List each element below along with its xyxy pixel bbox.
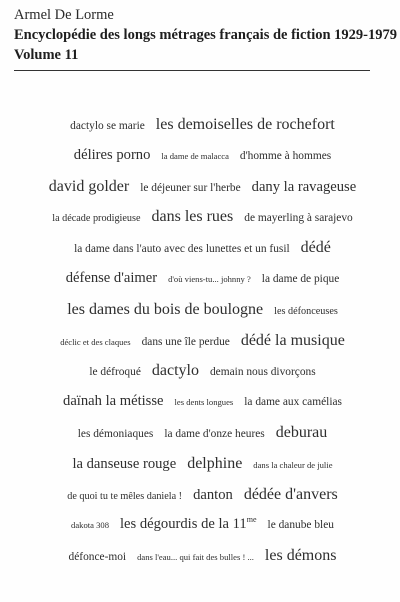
film-title — [137, 552, 254, 562]
film-title — [78, 428, 154, 440]
film-title — [152, 208, 234, 226]
film-title — [164, 428, 264, 440]
film-title-text: délires porno — [73, 146, 151, 163]
cloud-row — [30, 208, 375, 239]
cloud-row — [30, 516, 375, 547]
film-title-text: dactylo — [151, 362, 199, 380]
cloud-row — [30, 332, 375, 363]
film-title — [60, 337, 130, 347]
film-title-text: dans une île perdue — [141, 335, 230, 348]
cloud-row — [30, 178, 375, 209]
film-title-text: deburau — [275, 423, 328, 441]
film-title — [74, 147, 151, 164]
film-title-text: d'où viens-tu... johnny ? — [168, 273, 251, 284]
film-title — [140, 182, 240, 194]
film-title — [244, 486, 338, 504]
film-title-text: dactylo se marie — [70, 120, 145, 132]
film-title-text: dédé — [300, 239, 331, 257]
film-title — [71, 520, 109, 530]
cloud-row — [30, 362, 375, 393]
cloud-row — [30, 424, 375, 455]
film-title-text: dans l'eau... qui fait des bulles ! ... — [137, 552, 254, 563]
film-title-text: dédé la musique — [240, 331, 345, 349]
film-title-cloud — [30, 116, 375, 578]
film-title-text: dakota 308 — [71, 520, 109, 531]
film-title — [253, 460, 332, 470]
film-title-text: delphine — [187, 454, 243, 472]
film-title — [161, 151, 229, 161]
film-title — [262, 273, 340, 285]
film-title — [244, 212, 352, 224]
cloud-row — [30, 270, 375, 301]
film-title-text: les défonceuses — [274, 305, 338, 317]
film-title-text: la danseuse rouge — [72, 455, 177, 472]
header-divider — [14, 70, 370, 71]
film-title-text: les dames du bois de boulogne — [67, 300, 264, 318]
film-title — [69, 551, 127, 563]
cloud-row — [30, 547, 375, 578]
film-title — [74, 243, 290, 255]
film-title-text: la dame de malacca — [161, 150, 229, 161]
ordinal-suffix: me — [246, 515, 257, 525]
film-title-text: les dents longues — [174, 397, 234, 408]
cloud-row — [30, 147, 375, 178]
author-name: Armel De Lorme — [14, 7, 114, 23]
cloud-row — [30, 301, 375, 332]
film-title — [274, 306, 338, 317]
film-title — [210, 366, 316, 378]
film-title-text: la dame de pique — [261, 272, 340, 285]
film-title-text: d'homme à hommes — [239, 149, 332, 162]
film-title — [89, 366, 141, 378]
volume-label: Volume 11 — [14, 47, 79, 63]
film-title-text: déclic et des claques — [60, 336, 131, 347]
film-title — [193, 487, 233, 504]
cloud-row — [30, 455, 375, 486]
cover-header — [14, 6, 398, 64]
film-title-text: dans les rues — [151, 208, 234, 226]
film-title-text: le danube bleu — [267, 519, 334, 532]
film-title-text: daïnah la métisse — [63, 393, 164, 410]
film-title-text: de mayerling à sarajevo — [244, 212, 353, 225]
film-title — [240, 150, 331, 162]
film-title — [301, 239, 331, 257]
film-title — [70, 120, 145, 132]
film-title — [63, 393, 164, 410]
film-title — [120, 516, 257, 533]
film-title — [252, 179, 357, 196]
book-title: Encyclopédie des longs métrages français de fiction 1929-1979 — [14, 27, 398, 43]
film-title-text: la dame aux camélias — [244, 396, 342, 409]
film-title-text: le déjeuner sur l'herbe — [140, 181, 241, 194]
cloud-row — [30, 393, 375, 424]
film-title — [66, 270, 157, 287]
film-title-text: la dame d'onze heures — [164, 427, 265, 440]
film-title — [244, 396, 342, 408]
film-title-text: le défroqué — [89, 366, 141, 379]
film-title — [49, 178, 129, 196]
film-title — [52, 213, 140, 224]
film-title — [168, 274, 251, 284]
film-title — [276, 424, 328, 442]
film-title-text: les démons — [264, 547, 337, 565]
film-title — [156, 116, 335, 134]
film-title-text: la dame dans l'auto avec des lunettes et un fusil — [74, 243, 290, 256]
film-title-text: de quoi tu te mêles daniela ! — [67, 490, 183, 502]
film-title — [265, 547, 337, 565]
film-title-text: les dégourdis de la 11 — [120, 516, 247, 533]
film-title-text: défense d'aimer — [65, 269, 158, 286]
film-title-text: danton — [193, 486, 233, 503]
film-title-text: la décade prodigieuse — [52, 213, 141, 225]
cloud-row — [30, 486, 375, 517]
film-title — [268, 519, 334, 531]
film-title-text: dédée d'anvers — [243, 485, 338, 503]
film-title-text: dans la chaleur de julie — [253, 459, 333, 470]
film-title-text: défonce-moi — [68, 551, 127, 564]
film-title-text: les demoiselles de rochefort — [155, 116, 335, 133]
film-title-text: demain nous divorçons — [209, 366, 316, 379]
film-title — [67, 491, 182, 502]
film-title — [241, 332, 345, 350]
film-title-text: dany la ravageuse — [251, 178, 357, 195]
film-title — [72, 456, 176, 473]
film-title — [142, 336, 230, 348]
cloud-row — [30, 239, 375, 270]
film-title — [175, 397, 234, 407]
film-title-text: david golder — [48, 177, 130, 195]
film-title — [67, 301, 263, 319]
film-title — [187, 455, 242, 473]
cloud-row — [30, 116, 375, 147]
film-title-text: les démoniaques — [77, 427, 154, 440]
film-title — [152, 362, 199, 380]
